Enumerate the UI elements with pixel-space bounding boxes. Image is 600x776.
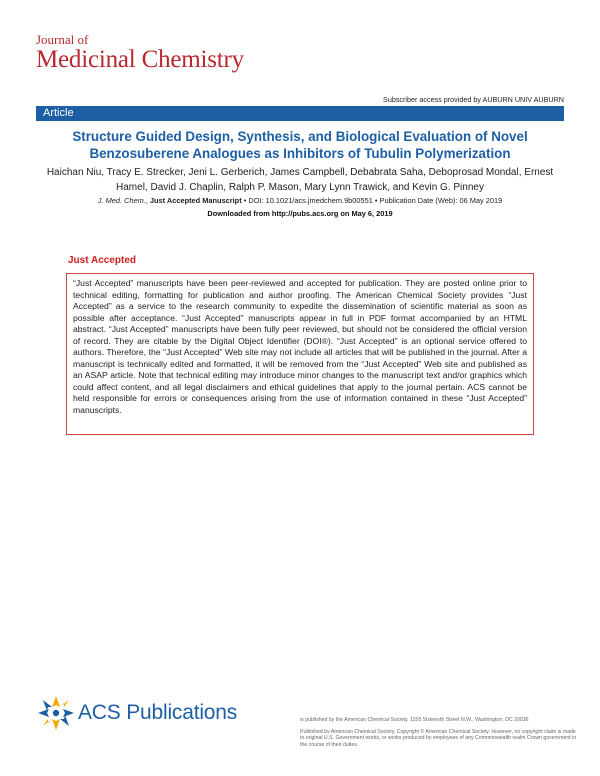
just-accepted-heading: Just Accepted bbox=[68, 255, 136, 266]
citation-status: Just Accepted Manuscript bbox=[149, 196, 242, 205]
just-accepted-notice bbox=[66, 273, 534, 435]
subscriber-access-note: Subscriber access provided by AUBURN UNIV AUBURN bbox=[383, 95, 564, 104]
footer-copyright: Published by American Chemical Society. Copyright © American Chemical Society. However, no copyright claim is made to original U.S. Government works, or works produced by employees of any Commonwealth realm Crown government in the course of their duties. bbox=[300, 728, 577, 748]
journal-name-small: Journal of bbox=[36, 32, 89, 47]
acs-emblem-icon bbox=[36, 695, 76, 731]
citation-doi-date[interactable]: • DOI: 10.1021/acs.jmedchem.9b00551 • Publication Date (Web): 06 May 2019 bbox=[241, 196, 503, 205]
just-accepted-text: “Just Accepted” manuscripts have been peer-reviewed and accepted for publication. They are posted online prior to technical editing, formatting for publication and author proofing. The American Chemical Society provides “Just Accepted” as a service to the research community to expedite the dissemination of scientific material as soon as possible after acceptance. “Just Accepted” manuscripts appear in full in PDF format accompanied by an HTML abstract. “Just Accepted” manuscripts have been fully peer reviewed, but should not be considered the official version of record. They are citable by the Digital Object Identifier (DOI®). “Just Accepted” is an optional service offered to authors. Therefore, the “Just Accepted” Web site may not include all articles that will be published in the journal. After a manuscript is technically edited and formatted, it will be removed from the “Just Accepted” Web site and published as an ASAP article. Note that technical editing may introduce minor changes to the manuscript text and/or graphics which could affect content, and all legal disclaimers and ethical guidelines that apply to the journal pertain. ACS cannot be held responsible for errors or consequences arising from the use of information contained in these “Just Accepted” manuscripts. bbox=[73, 278, 527, 415]
paper-title: Structure Guided Design, Synthesis, and Biological Evaluation of Novel Benzosuberene Analogues as Inhibitors of Tubulin Polymerization bbox=[72, 129, 528, 161]
journal-masthead bbox=[36, 33, 244, 72]
citation-journal: J. Med. Chem. bbox=[97, 196, 146, 205]
acs-publications-logo[interactable] bbox=[36, 695, 266, 731]
section-bar bbox=[36, 106, 564, 121]
citation-separator: , bbox=[145, 196, 150, 205]
citation-line bbox=[36, 196, 564, 205]
author-list: Haichan Niu, Tracy E. Strecker, Jeni L. Gerberich, James Campbell, Debabrata Saha, Deboprosad Mondal, Ernest Hamel, David J. Chaplin, Ralph P. Mason, Mary Lynn Trawick, and Kevin G. Pinney bbox=[46, 167, 554, 193]
publisher-footer bbox=[300, 717, 580, 748]
footer-address: is published by the American Chemical Society. 1155 Sixteenth Street N.W., Washington, DC 20036 bbox=[300, 717, 529, 723]
section-label: Article bbox=[43, 107, 74, 119]
download-note: Downloaded from http://pubs.acs.org on May 6, 2019 bbox=[207, 209, 393, 218]
publisher-name: ACS Publications bbox=[78, 701, 238, 724]
journal-name: Medicinal Chemistry bbox=[36, 46, 244, 73]
